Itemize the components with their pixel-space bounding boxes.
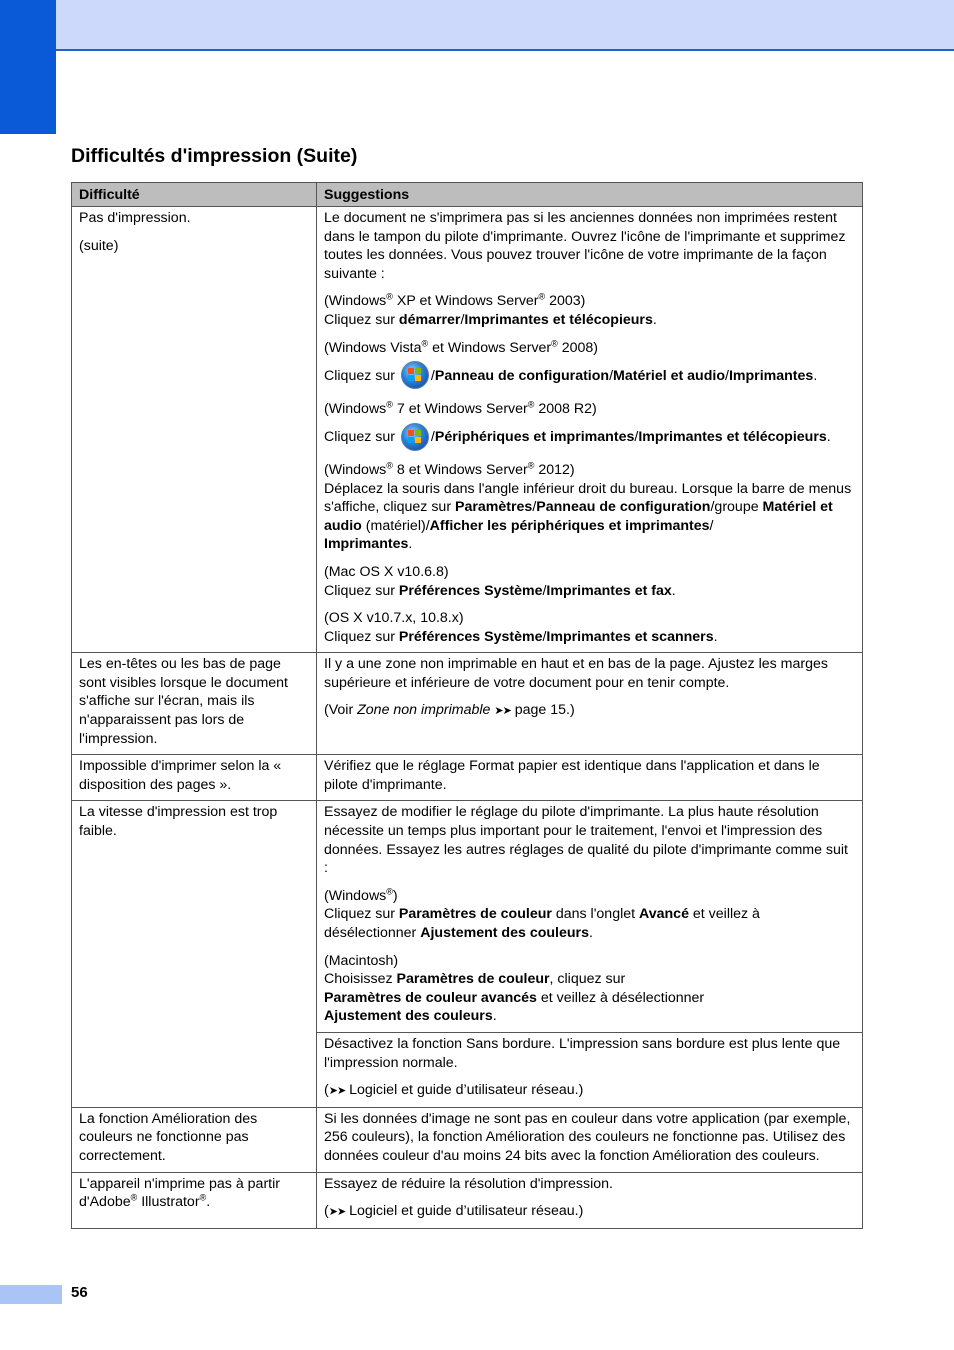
- table-row: [72, 653, 863, 755]
- table-row: [72, 755, 863, 801]
- suggestion-reference: (➤➤ Logiciel et guide d’utilisateur réseau.): [324, 1203, 584, 1220]
- problem-text: La vitesse d'impression est trop faible.: [79, 804, 278, 840]
- windows-start-icon: [401, 361, 429, 389]
- suggestion-macintosh: (Macintosh) Choisissez Paramètres de couleur, cliquez sur Paramètres de couleur avancés et veillez à désélectionner Ajustement des couleurs.: [324, 952, 705, 1025]
- suggestion-windows-7: (Windows® 7 et Windows Server® 2008 R2) Cliquez sur /Périphériques et imprimantes/Imprimantes et télécopieurs.: [324, 400, 855, 447]
- page-number: 56: [71, 1284, 88, 1301]
- troubleshooting-table: [71, 182, 863, 1229]
- page-number-bar: [0, 1285, 62, 1304]
- suggestion-windows: (Windows®) Cliquez sur Paramètres de couleur dans l'onglet Avancé et veillez à désélectionner Ajustement des couleurs.: [324, 886, 760, 941]
- problem-text: Pas d'impression.: [79, 210, 191, 226]
- windows-start-icon: [401, 423, 429, 451]
- table-row: [72, 1107, 863, 1172]
- suggestion-reference: (➤➤ Logiciel et guide d’utilisateur réseau.): [324, 1082, 584, 1099]
- suggestion-text: Il y a une zone non imprimable en haut et en bas de la page. Ajustez les marges supérieure et inférieure de votre document pour en tenir compte.: [324, 656, 828, 691]
- top-banner: [0, 0, 954, 51]
- suggestion-see-also: (Voir Zone non imprimable ➤➤ page 15.): [324, 702, 575, 719]
- problem-text: L'appareil n'imprime pas à partir d'Adobe® Illustrator®.: [79, 1175, 280, 1211]
- suggestion-text: Essayez de modifier le réglage du pilote d'imprimante. La plus haute résolution nécessite un temps plus important pour le traitement, l'envoi et l'impression des données. Essayez les autres réglages de qualité du pilote d'imprimante comme suit :: [324, 804, 848, 877]
- table-row: [72, 1172, 863, 1228]
- suggestion-text: Désactivez la fonction Sans bordure. L'impression sans bordure est plus lente que l'impression normale.: [324, 1035, 841, 1071]
- problem-continued: (suite): [79, 237, 119, 254]
- column-header-suggestions: Suggestions: [317, 183, 863, 207]
- suggestion-intro: Le document ne s'imprimera pas si les anciennes données non imprimées restent dans le tampon du pilote d'imprimante. Ouvrez l'icône de l'imprimante et supprimez toutes les données. Vous pouvez trouver l'icône de votre imprimante de la façon suivante :: [324, 210, 846, 282]
- suggestion-text: Essayez de réduire la résolution d'impression.: [324, 1175, 613, 1192]
- chapter-tab: [0, 0, 56, 134]
- problem-text: La fonction Amélioration des couleurs ne fonctionne pas correctement.: [79, 1110, 258, 1164]
- table-header-row: [72, 183, 863, 207]
- table-row: [72, 801, 863, 1033]
- suggestion-windows-xp: (Windows® XP et Windows Server® 2003) Cliquez sur démarrer/Imprimantes et télécopieurs.: [324, 291, 657, 328]
- table-row: [72, 207, 863, 653]
- arrow-icon: ➤➤: [494, 705, 511, 718]
- column-header-problem: Difficulté: [72, 183, 317, 207]
- suggestion-windows-vista: (Windows Vista® et Windows Server® 2008) Cliquez sur /Panneau de configuration/Matériel et audio/Imprimantes.: [324, 339, 855, 386]
- arrow-icon: ➤➤: [328, 1206, 346, 1219]
- problem-text: Les en-têtes ou les bas de page sont visibles lorsque le document s'affiche sur l'écran, mais ils n'apparaissent pas lors de l'impression.: [79, 656, 288, 747]
- suggestion-text: Vérifiez que le réglage Format papier est identique dans l'application et dans le pilote d'imprimante.: [324, 758, 820, 793]
- suggestion-windows-8: (Windows® 8 et Windows Server® 2012) Déplacez la souris dans l'angle inférieur droit du bureau. Lorsque la barre de menus s'affiche, cliquez sur Paramètres/Panneau de configuration/groupe Matériel et audio (matériel)/Afficher les périphériques et imprimantes/ Imprimantes.: [324, 460, 852, 553]
- suggestion-mac-10-6: (Mac OS X v10.6.8) Cliquez sur Préférences Système/Imprimantes et fax.: [324, 563, 676, 599]
- suggestion-mac-10-7: (OS X v10.7.x, 10.8.x) Cliquez sur Préférences Système/Imprimantes et scanners.: [324, 610, 718, 645]
- suggestion-text: Si les données d'image ne sont pas en couleur dans votre application (par exemple, 256 couleurs), la fonction Amélioration des couleurs ne fonctionne pas. Utilisez des données couleur d'au moins 24 bits avec la fonction Amélioration des couleurs.: [324, 1110, 851, 1164]
- arrow-icon: ➤➤: [328, 1085, 346, 1098]
- section-heading: Difficultés d'impression (Suite): [71, 145, 358, 167]
- problem-text: Impossible d'imprimer selon la « disposition des pages ».: [79, 758, 282, 793]
